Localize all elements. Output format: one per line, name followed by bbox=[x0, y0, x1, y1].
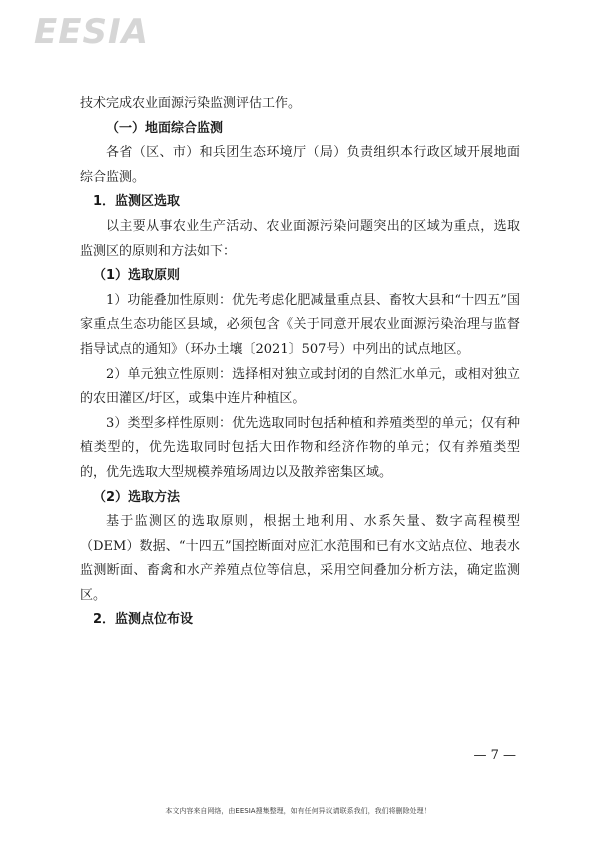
paragraph-principle-3: 3）类型多样性原则：优先选取同时包括种植和养殖类型的单元；仅有种植类型的，优先选取同时包括大田作物和经济作物的单元；仅有养殖类型的，优先选取大型规模养殖场周边以及散养密集区域。 bbox=[80, 415, 520, 480]
document-body bbox=[80, 92, 520, 633]
paragraph: 各省（区、市）和兵团生态环境厅（局）负责组织本行政区域开展地面综合监测。 bbox=[80, 145, 520, 185]
paragraph: 基于监测区的选取原则，根据土地利用、水系矢量、数字高程模型（DEM）数据、“十四五”国控断面对应汇水范围和已有水文站点位、地表水监测断面、畜禽和水产养殖点位等信息，采用空间叠加分析方法，确定监测区。 bbox=[80, 514, 520, 603]
paragraph: 以主要从事农业生产活动、农业面源污染问题突出的区域为重点，选取监测区的原则和方法如下： bbox=[80, 218, 520, 259]
paragraph-principle-2: 2）单元独立性原则：选择相对独立或封闭的自然汇水单元，或相对独立的农田灌区/圩区，或集中连片种植区。 bbox=[80, 366, 520, 407]
footer-disclaimer: 本文内容来自网络，由EESIA搜集整理，如有任何异议请联系我们，我们将删除处理！ bbox=[165, 807, 431, 815]
paragraph-continuation: 技术完成农业面源污染监测评估工作。 bbox=[80, 96, 302, 111]
paragraph-principle-1: 1）功能叠加性原则：优先考虑化肥减量重点县、畜牧大县和“十四五”国家重点生态功能区县域，必须包含《关于同意开展农业面源污染治理与监督指导试点的通知》（环办土壤〔2021〕507号）中列出的试点地区。 bbox=[80, 292, 520, 357]
subsection-heading-point-layout: 2．监测点位布设 bbox=[93, 612, 194, 628]
eesia-logo: EESIA bbox=[34, 12, 149, 52]
subsection-heading-methods: （2）选取方法 bbox=[93, 489, 181, 505]
subsection-heading-principles: （1）选取原则 bbox=[93, 268, 181, 284]
section-heading-ground-monitoring: （一）地面综合监测 bbox=[106, 120, 224, 136]
subsection-heading-area-selection: 1．监测区选取 bbox=[93, 194, 181, 210]
page-number: — 7 — bbox=[473, 748, 516, 763]
